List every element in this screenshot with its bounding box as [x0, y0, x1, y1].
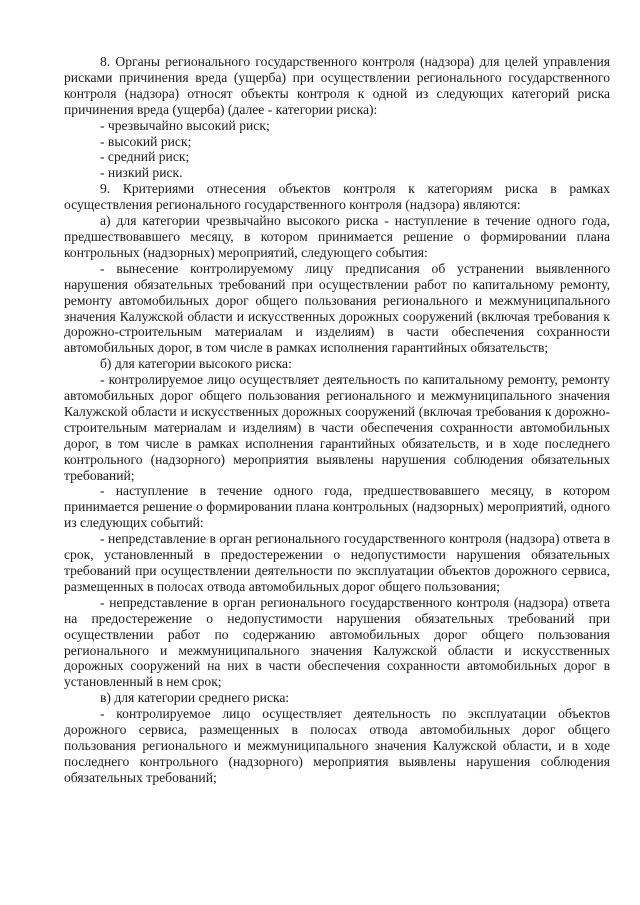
subparagraph-b-event-1: - непредставление в орган регионального государственного контроля (надзора) ответа в срок, установленный в предостережении о недопустимости нарушения обязательных требований при осуществлении деятельности по эксплуатации объектов дорожного сервиса, размещенных в полосах отвода автомобильных дорог общего пользования; [64, 531, 610, 594]
risk-category-medium: - средний риск; [100, 149, 190, 165]
risk-category-high: - высокий риск; [100, 133, 192, 149]
subparagraph-v-item: - контролируемое лицо осуществляет деятельность по эксплуатации объектов дорожного сервиса, размещенных в полосах отвода автомобильных дорог общего пользования регионального и межмуниципального значения Калужской области, и в ходе последнего контрольного (надзорного) мероприятия выявлены нарушения соблюдения обязательных требований; [64, 706, 610, 785]
paragraph-8: 8. Органы регионального государственного контроля (надзора) для целей управления рисками причинения вреда (ущерба) при осуществлении регионального государственного контроля (надзора) относят объекты контроля к одной из следующих категорий риска причинения вреда (ущерба) (далее - категории риска): [64, 54, 610, 117]
subparagraph-a-item: - вынесение контролируемому лицу предписания об устранении выявленного нарушения обязательных требований при осуществлении работ по капитальному ремонту, ремонту автомобильных дорог общего пользования регионального и межмуниципального значения Калужской области и искусственных дорожных сооружений (включая требования к дорожно-строительным материалам и изделиям) в части обеспечения сохранности автомобильных дорог, в том числе в рамках исполнения гарантийных обязательств; [64, 260, 610, 356]
subparagraph-v: в) для категории среднего риска: [100, 690, 290, 706]
paragraph-9: 9. Критериями отнесения объектов контроля к категориям риска в рамках осуществления регионального государственного контроля (надзора) являются: [64, 181, 610, 213]
subparagraph-b: б) для категории высокого риска: [100, 356, 292, 372]
risk-category-low: - низкий риск. [100, 165, 183, 181]
subparagraph-b-event-2: - непредставление в орган регионального государственного контроля (надзора) ответа на предостережение о недопустимости нарушения обязательных требований при осуществлении работ по содержанию автомобильных дорог общего пользования регионального и межмуниципального значения Калужской области и искусственных дорожных сооружений на них в части обеспечения сохранности автомобильных дорог в установленный в нем срок; [64, 594, 610, 690]
subparagraph-a: а) для категории чрезвычайно высокого риска - наступление в течение одного года, предшествовавшего месяцу, в котором принимается решение о формировании плана контрольных (надзорных) мероприятий, следующего события: [64, 213, 610, 260]
subparagraph-b-item-2: - наступление в течение одного года, предшествовавшего месяцу, в котором принимается решение о формировании плана контрольных (надзорных) мероприятий, одного из следующих событий: [64, 483, 610, 531]
risk-category-extremely-high: - чрезвычайно высокий риск; [100, 117, 270, 133]
subparagraph-b-item-1: - контролируемое лицо осуществляет деятельность по капитальному ремонту, ремонту автомобильных дорог общего пользования регионального и межмуниципального значения Калужской области и искусственных дорожных сооружений (включая требования к дорожно-строительным материалам и изделиям) в части обеспечения сохранности автомобильных дорог, в том числе в рамках исполнения гарантийных обязательств, и в ходе последнего контрольного (надзорного) мероприятия выявлены нарушения соблюдения обязательных требований; [64, 372, 610, 483]
document-page [64, 54, 610, 786]
